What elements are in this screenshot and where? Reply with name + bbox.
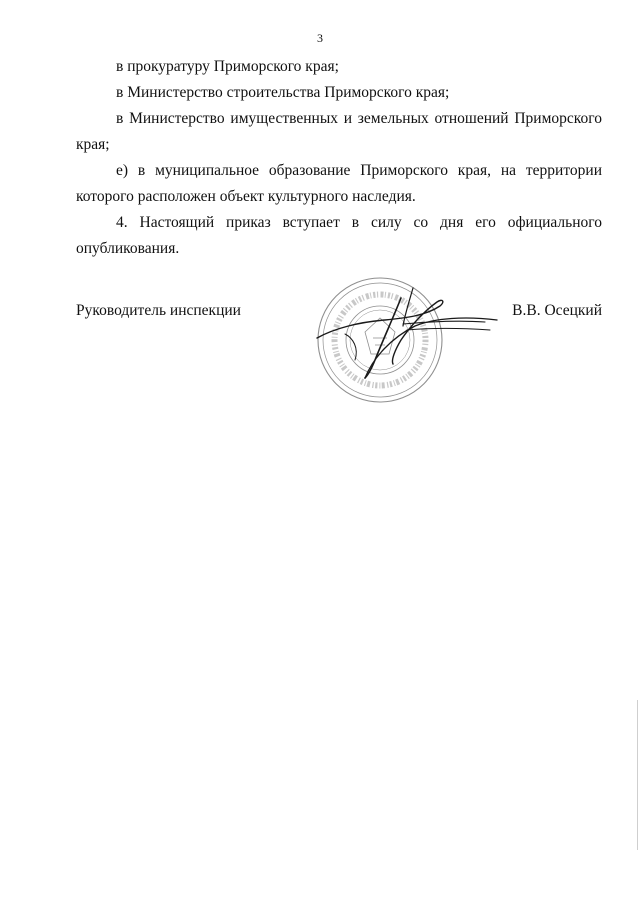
signatory-title: Руководитель инспекции [76,302,241,319]
signatory-name: В.В. Осецкий [512,302,602,319]
paragraph-prosecutor: в прокуратуру Приморского края; [116,58,339,75]
paragraph-construction-ministry: в Министерство строительства Приморского края; [116,84,450,101]
paragraph-municipality: е) в муниципальное образование Приморского края, на территории которого расположен объект культурного наследия. [76,162,602,205]
paragraph-property-ministry: в Министерство имущественных и земельных отношений Приморского края; [76,110,602,153]
paragraph-effective-date: 4. Настоящий приказ вступает в силу со дня его официального опубликования. [76,214,602,257]
document-body [76,54,602,262]
scan-edge-line [637,700,638,850]
page-number: 3 [317,31,323,45]
seal-icon [318,278,442,402]
round-seal-with-signature-icon [305,268,505,408]
